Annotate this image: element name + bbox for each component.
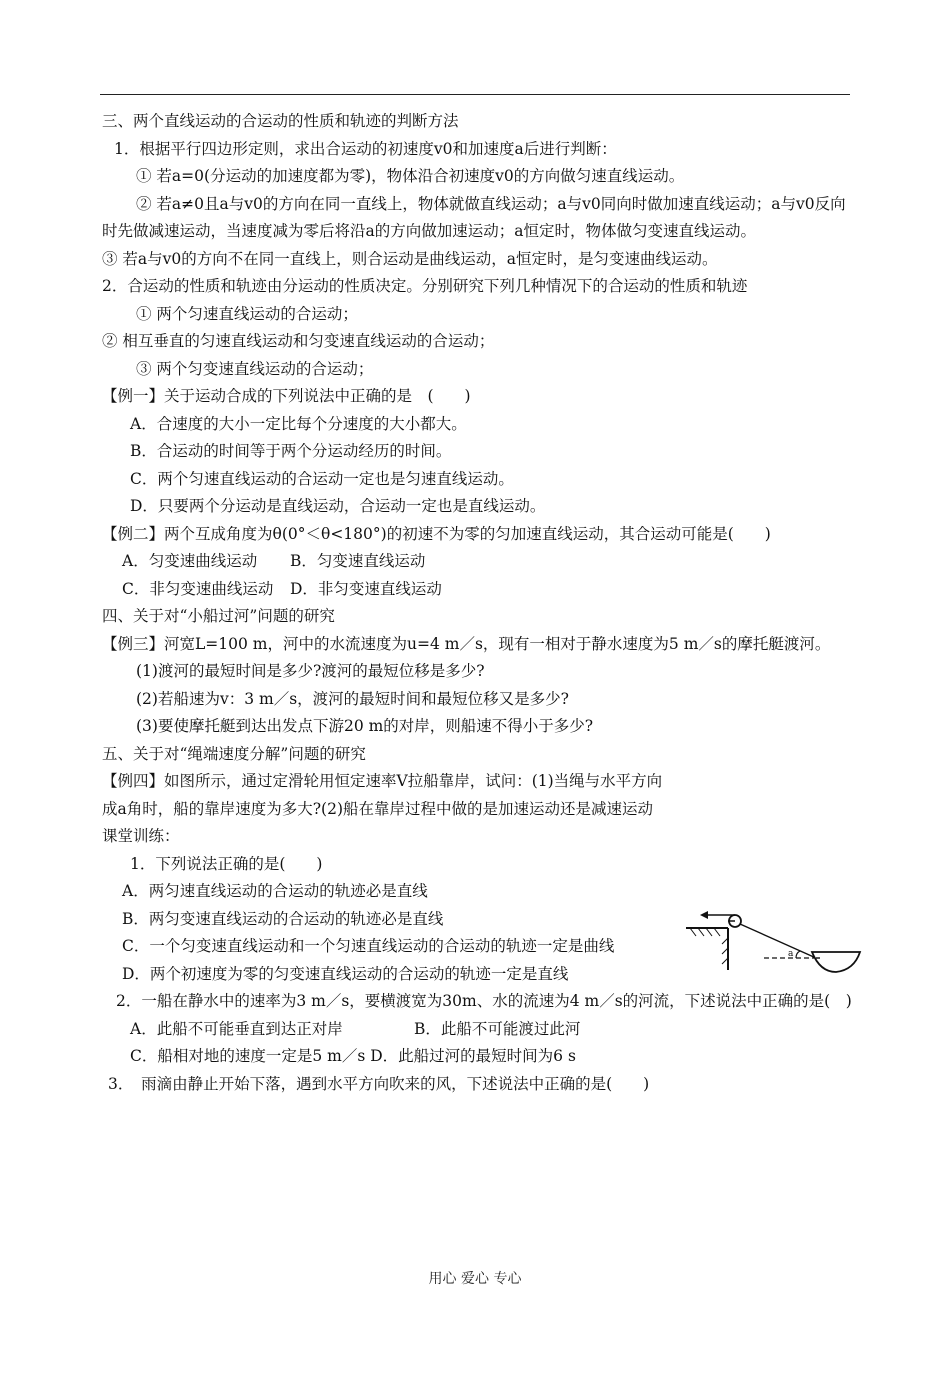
training-q2-stem: 2．一船在静水中的速率为3 m／s，要横渡宽为30m、水的流速为4 m／s的河流，下述说法中正确的是( )	[116, 992, 852, 1010]
example1-option-d: D．只要两个分运动是直线运动，合运动一定也是直线运动。	[130, 497, 546, 515]
angle-label: a	[788, 949, 794, 959]
example1-option-a: A．合速度的大小一定比每个分速度的大小都大。	[130, 414, 467, 433]
training-q2-option-b: B．此船不可能渡过此河	[414, 1019, 581, 1038]
example3-q2: (2)若船速为v：3 m／s，渡河的最短时间和最短位移又是多少?	[136, 689, 569, 708]
training-q2-option-c: C．船相对地的速度一定是5 m／s	[130, 1047, 366, 1065]
training-q1-option-b: B．两匀变速直线运动的合运动的轨迹必是直线	[122, 909, 444, 928]
example3-q1: (1)渡河的最短时间是多少?渡河的最短位移是多少?	[136, 662, 485, 680]
section3-point2: 2．合运动的性质和轨迹由分运动的性质决定。分别研究下列几种情况下的合运动的性质和轨迹	[102, 277, 748, 295]
example3-q3: (3)要使摩托艇到达出发点下游20 m的对岸，则船速不得小于多少?	[136, 717, 594, 735]
boat-icon	[812, 952, 860, 972]
example4-stem: 【例四】如图所示，通过定滑轮用恒定速率V拉船靠岸，试问：(1)当绳与水平方向成a角时，船的靠岸速度为多大?(2)船在靠岸过程中做的是加速运动还是减速运动	[102, 772, 663, 818]
training-q3-stem: 3． 雨滴由静止开始下落，遇到水平方向吹来的风，下述说法中正确的是( )	[108, 1074, 650, 1093]
training-q1-stem: 1．下列说法正确的是( )	[130, 854, 323, 873]
header-rule	[100, 94, 850, 95]
section3-case2: ② 若a≠0且a与v0的方向在同一直线上，物体就做直线运动；a与v0同向时做加速直线运动；a与v0反向时先做减速运动，当速度减为零后将沿a的方向做加速运动；a恒定时，物体做匀变速直线运动。	[102, 194, 846, 240]
pulley-boat-figure	[684, 898, 862, 976]
section3-sub2: ② 相互垂直的匀速直线运动和匀变速直线运动的合运动；	[102, 332, 495, 350]
dock-hatching	[690, 928, 720, 936]
example2-option-c: C．非匀变速曲线运动	[122, 579, 274, 598]
training-q2-option-a: A．此船不可能垂直到达正对岸	[130, 1019, 343, 1038]
example1-option-c: C．两个匀速直线运动的合运动一定也是匀速直线运动。	[130, 469, 514, 488]
training-q2-options-row1	[102, 1016, 852, 1044]
section3-sub3: ③ 两个匀变速直线运动的合运动；	[136, 359, 374, 378]
training-title: 课堂训练：	[102, 827, 180, 845]
section3-point1: 1．根据平行四边形定则，求出合运动的初速度v0和加速度a后进行判断：	[114, 139, 617, 158]
example2-option-a: A．匀变速曲线运动	[122, 552, 258, 570]
example1-stem: 【例一】关于运动合成的下列说法中正确的是 ( )	[102, 387, 471, 405]
angle-arc	[796, 951, 800, 958]
example2-stem: 【例二】两个互成角度为θ(0°＜θ<180°)的初速不为零的匀加速直线运动，其合运动可能是( )	[102, 524, 771, 543]
training-q1-option-c: C．一个匀变速直线运动和一个匀速直线运动的合运动的轨迹一定是曲线	[122, 937, 615, 955]
training-q1-option-a: A．两匀速直线运动的合运动的轨迹必是直线	[122, 882, 428, 900]
training-q2-option-d: D．此船过河的最短时间为6 s	[370, 1047, 576, 1065]
rope-boat-segment	[740, 924, 816, 958]
section3-title: 三、两个直线运动的合运动的性质和轨迹的判断方法	[102, 112, 459, 130]
section4-title: 四、关于对“小船过河”问题的研究	[102, 607, 335, 625]
example1-option-b: B．合运动的时间等于两个分运动经历的时间。	[130, 442, 452, 460]
section5-title: 五、关于对“绳端速度分解”问题的研究	[102, 744, 366, 763]
training-q2-options-row2	[102, 1043, 852, 1071]
example3-stem: 【例三】河宽L=100 m，河中的水流速度为u=4 m／s，现有一相对于静水速度为5 m／s的摩托艇渡河。	[102, 634, 831, 653]
training-q1-option-d: D．两个初速度为零的匀变速直线运动的合运动的轨迹一定是直线	[122, 964, 569, 983]
page-footer: 用心 爱心 专心	[428, 1271, 522, 1287]
section3-case3: ③ 若a与v0的方向不在同一直线上，则合运动是曲线运动，a恒定时，是匀变速曲线运动。	[102, 249, 718, 268]
example2-option-d: D．非匀变速直线运动	[290, 579, 442, 598]
example2-option-b: B．匀变速直线运动	[290, 552, 426, 570]
section3-case1: ① 若a=0(分运动的加速度都为零)，物体沿合初速度v0的方向做匀速直线运动。	[136, 167, 685, 185]
velocity-arrow-icon	[700, 911, 708, 919]
example2-options-row2	[102, 576, 852, 604]
section3-sub1: ① 两个匀速直线运动的合运动；	[136, 304, 358, 323]
example2-options-row1	[102, 548, 852, 576]
